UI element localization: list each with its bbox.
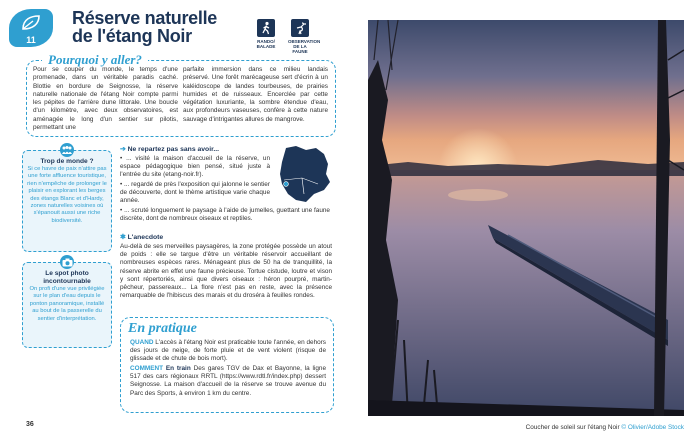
- arrow-right-icon: ➔: [120, 146, 126, 153]
- crowd-icon: [60, 143, 74, 157]
- title-line-1: Réserve naturelle: [72, 8, 217, 28]
- anecdote-text: Au-delà de ses merveilles paysagères, la zone protégée possède un atout de poids : elle se targue d'être un véritable réservoir accueillant de nombreuses espèces rares. Ménageant plus de 50 ha de tranquillité, la réserve abrite en effet une faune précieuse. Tortue cistude, loutre et vison y sont répertoriés, ainsi que divers oiseaux : héron pourpré, martin-pêcheur, passereaux... La flore n'est pas en reste, avec la présence remarquable de l'hibiscus des marais et du droséra à feuilles rondes.: [120, 243, 332, 300]
- asterisk-icon: ✱: [120, 234, 126, 241]
- leaf-icon: [21, 15, 41, 31]
- caption-text: Coucher de soleil sur l'étang Noir: [525, 424, 620, 431]
- practical-title: En pratique: [124, 321, 201, 337]
- practical-when: [130, 339, 326, 364]
- picto-hiking: [254, 19, 278, 49]
- page-number: 36: [26, 421, 34, 428]
- region-map: [272, 144, 334, 206]
- practical-how: [130, 365, 326, 398]
- when-text: L'accès à l'étang Noir est praticable toute l'année, en dehors des jours de neige, de forte pluie et de vent violent (risque de glissade et de chute de bois mort).: [130, 339, 326, 363]
- crowd-tip-card: [22, 150, 112, 252]
- picto-wildlife: [288, 19, 321, 54]
- photo-spot-title: Le spot photo incontournable: [43, 270, 91, 285]
- site-number-badge: [9, 9, 53, 47]
- dont-leave-item-1: • ... visité la maison d'accueil de la réserve, un espace pédagogique bien pensé, situé juste à l'entrée du site (etang-noir.fr).: [120, 155, 270, 179]
- photo-spot-card: [22, 262, 112, 348]
- how-label: COMMENT: [130, 365, 164, 372]
- dont-leave-heading: [120, 145, 219, 153]
- hiker-icon: [257, 19, 275, 37]
- photo-caption: [526, 424, 684, 431]
- how-text: Des gares TGV de Dax et Bayonne, la ligne 517 des cars régionaux RRTL (https://www.rdtl.fr/index.php) dessert Seignosse. La maison d'accueil de la réserve se trouve avenue du Parc des Sports, à environ 1 km du centre.: [130, 365, 327, 397]
- dont-leave-item-2: • ... regardé de près l'exposition qui jalonne le sentier de découverte, dont le thème artistique varie chaque année.: [120, 181, 270, 205]
- when-label: QUAND: [130, 339, 154, 346]
- dont-leave-item-3: • ... scruté longuement le paysage à l'aide de jumelles, guettant une faune discrète, dont de nombreux oiseaux et reptiles.: [120, 207, 330, 223]
- photo-spot-text: On profi d'une vue privilégiée sur le plan d'eau depuis le ponton panoramique, installé au bout de la passerelle du sentier d'interprétation.: [29, 286, 105, 322]
- picto-hiking-label: RANDO/ BALADE: [256, 39, 276, 49]
- anecdote-heading-text: L'anecdote: [127, 234, 164, 241]
- camera-icon: [60, 255, 74, 269]
- title-line-2: de l'étang Noir: [72, 26, 192, 46]
- why-go-title: Pourquoi y aller?: [42, 52, 148, 68]
- crowd-tip-text: Si ce havre de paix n'attire pas une forte affluence touristique, rien n'empêche de prolonger le plaisir en explorant les berges des étangs Blanc et d'Hardy, zones naturelles voisines où s'épanouit aussi une riche biodiversité.: [27, 166, 107, 224]
- sunset-photo: [368, 20, 684, 416]
- why-go-text-col1: Pour se couper du monde, le temps d'une promenade, dans un véritable paradis caché. Blottie en bordure de Seignosse, la réserve naturelle nationale de l'étang Noir compte parmi les pépites de l'arrière dune littorale. Une boucle d'un kilomètre, avec deux observatoires, est aménagée le long d'un sentier sur pilotis, permettant une: [33, 66, 178, 132]
- why-go-text-col2: parfaite immersion dans ce milieu landais préservé. Une forêt marécageuse sert d'écrin à un kaléidoscope de landes tourbeuses, de prairies humides et de ruisseaux. Encerclée par cette végétation luxuriante, la sombre étendue d'eau, aux profondeurs vaseuses, confère à cette nature sauvage d'intrigantes allures de mangrove.: [183, 66, 328, 123]
- location-marker: [284, 182, 289, 187]
- caption-credit: © Olivier/Adobe Stock: [621, 424, 684, 431]
- site-number: 11: [26, 35, 36, 45]
- heron-icon: [291, 19, 309, 37]
- page-title: [72, 9, 272, 45]
- dont-leave-heading-text: Ne repartez pas sans avoir...: [127, 146, 220, 153]
- picto-wildlife-label: OBSERVATION DE LA FAUNE: [288, 39, 321, 54]
- anecdote-heading: [120, 233, 163, 241]
- crowd-tip-title: Trop de monde ?: [40, 158, 94, 165]
- how-sublabel: En train: [165, 365, 191, 372]
